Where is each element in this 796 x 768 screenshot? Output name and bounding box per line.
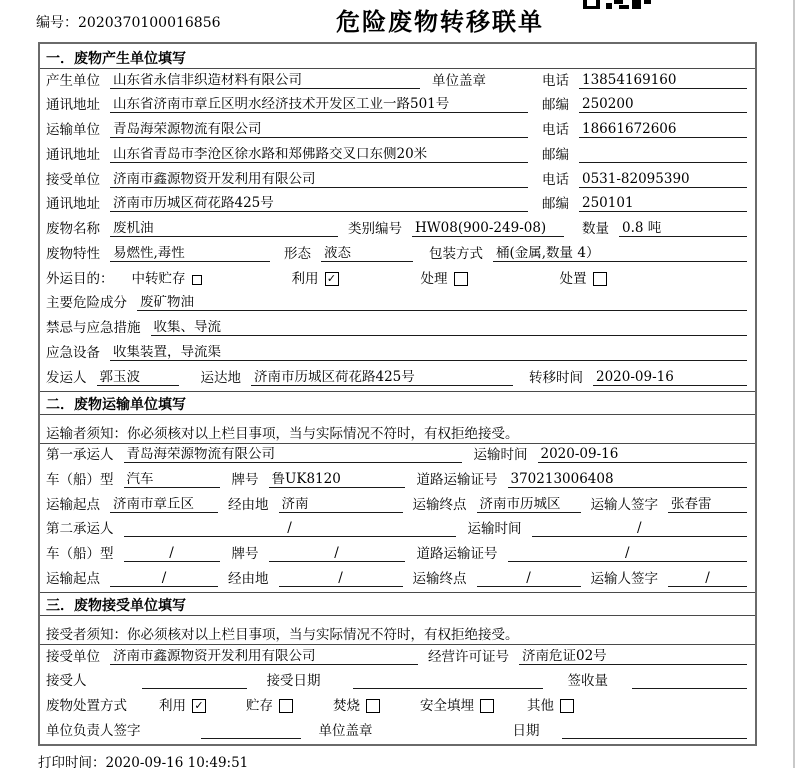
transport-time-value: 2020-09-16 [538, 447, 748, 463]
option-transit-storage-label: 中转贮存 [131, 270, 186, 287]
first-carrier-row [40, 444, 755, 469]
plate-number-value: 鲁UK8120 [269, 472, 405, 488]
plate-number-label: 牌号 [231, 546, 259, 563]
transporter-phone-value: 18661672606 [579, 122, 747, 138]
carrier-signature-value: 张春雷 [668, 497, 747, 513]
via-label: 经由地 [228, 570, 269, 587]
first-carrier-label: 第一承运人 [46, 447, 114, 464]
destination-value: 济南市历城区荷花路425号 [251, 370, 513, 386]
transport-time-label: 运输时间 [467, 521, 522, 538]
treat-checkbox [454, 272, 468, 286]
accepting-unit-row [40, 645, 755, 670]
date-label: 日期 [512, 722, 540, 739]
address-label: 通讯地址 [46, 146, 100, 163]
waste-property-label: 废物特性 [46, 245, 100, 262]
route-row-1 [40, 493, 755, 518]
receiver-address-value: 济南市历城区荷花路425号 [110, 196, 528, 212]
origin-value-2: / [110, 571, 218, 587]
section2-header: 二．废物运输单位填写 [40, 391, 755, 415]
disposal-method-row [40, 694, 755, 719]
via-label: 经由地 [228, 496, 269, 513]
received-quantity-label: 签收量 [567, 673, 608, 690]
transfer-time-value: 2020-09-16 [593, 370, 747, 386]
waste-property-row [40, 242, 755, 267]
emergency-measures-label: 禁忌与应急措施 [46, 320, 141, 337]
packaging-label: 包装方式 [429, 245, 483, 262]
endpoint-value: 济南市历城区 [477, 497, 581, 513]
dispose-checkbox [593, 272, 607, 286]
origin-label: 运输起点 [46, 570, 100, 587]
first-carrier-value: 青岛海荣源物流有限公司 [124, 447, 462, 463]
landfill-checkbox [480, 699, 494, 713]
option-dispose-label: 处置 [559, 270, 587, 287]
option-utilize-label: 利用 [159, 698, 186, 715]
origin-label: 运输起点 [46, 496, 100, 513]
transfer-time-label: 转移时间 [529, 369, 583, 386]
emergency-measures-row [40, 316, 755, 341]
postcode-label: 邮编 [542, 97, 569, 114]
license-number-value: 济南危证02号 [519, 649, 747, 665]
receiver-postcode-value: 250101 [579, 196, 747, 212]
acceptor-row [40, 670, 755, 695]
shipper-row [40, 366, 755, 391]
received-quantity-value [632, 688, 747, 689]
accepting-unit-label: 接受单位 [46, 648, 100, 665]
unit-seal-label: 单位盖章 [318, 722, 373, 739]
hazard-component-label: 主要危险成分 [46, 295, 127, 312]
print-time-value: 2020-09-16 10:49:51 [105, 755, 249, 768]
section3-header: 三．废物接受单位填写 [40, 592, 755, 616]
page-edge-line [793, 0, 795, 768]
transport-time-value-2: / [532, 521, 748, 537]
transporter-postcode-value [579, 162, 747, 163]
generator-unit-label: 产生单位 [46, 72, 100, 89]
generator-address-row [40, 94, 755, 119]
option-incinerate-label: 焚烧 [333, 698, 360, 715]
receiver-address-row [40, 193, 755, 218]
generator-unit-row [40, 69, 755, 94]
transporter-address-row [40, 143, 755, 168]
carrier-signature-label: 运输人签字 [590, 570, 658, 587]
carrier-signature-value-2: / [668, 571, 747, 587]
option-landfill-label: 安全填埋 [420, 698, 474, 715]
emergency-equipment-value: 收集装置，导流渠 [110, 345, 747, 361]
unit-seal-label: 单位盖章 [432, 72, 486, 89]
route-row-2 [40, 567, 755, 592]
phone-label: 电话 [542, 171, 569, 188]
responsible-signature-label: 单位负责人签字 [46, 722, 141, 739]
address-label: 通讯地址 [46, 97, 100, 114]
road-permit-label: 道路运输证号 [416, 546, 498, 563]
carrier-signature-label: 运输人签字 [590, 496, 658, 513]
vehicle-type-value: 汽车 [124, 472, 220, 488]
form-state-label: 形态 [284, 245, 311, 262]
vehicle-type-row-1 [40, 468, 755, 493]
transporter-unit-value: 青岛海荣源物流有限公司 [110, 122, 528, 138]
receiver-unit-row [40, 168, 755, 193]
license-number-label: 经营许可证号 [428, 648, 509, 665]
store-checkbox [279, 699, 293, 713]
waste-name-label: 废物名称 [46, 221, 100, 238]
receiver-phone-value: 0531-82095390 [579, 172, 747, 188]
disposal-method-label: 废物处置方式 [46, 698, 127, 715]
generator-unit-value: 山东省永信非织造材料有限公司 [110, 73, 420, 89]
transporter-unit-label: 运输单位 [46, 122, 100, 139]
road-permit-label: 道路运输证号 [416, 472, 498, 489]
manifest-form [38, 42, 757, 746]
section1-header: 一．废物产生单位填写 [40, 44, 755, 69]
option-utilize-label: 利用 [291, 270, 319, 287]
transit-storage-checkbox [192, 275, 202, 285]
acceptor-value [142, 688, 247, 689]
receiver-unit-value: 济南市鑫源物资开发利用有限公司 [110, 172, 528, 188]
category-code-label: 类别编号 [348, 221, 402, 238]
shipper-label: 发运人 [46, 369, 87, 386]
option-store-label: 贮存 [246, 698, 273, 715]
transporter-notice: 运输者须知：你必须核对以上栏目事项，当与实际情况不符时，有权拒绝接受。 [40, 415, 755, 444]
acceptor-label: 接受人 [46, 673, 87, 690]
second-carrier-label: 第二承运人 [46, 521, 114, 538]
vehicle-type-label: 车（船）型 [46, 472, 114, 489]
road-permit-value-2: / [508, 546, 748, 562]
transport-time-label: 运输时间 [473, 447, 528, 464]
transfer-purpose-label: 外运目的： [46, 270, 114, 287]
road-permit-value: 370213006408 [508, 472, 748, 488]
form-state-value: 液态 [321, 246, 413, 262]
emergency-equipment-row [40, 341, 755, 366]
shipper-value: 郭玉波 [97, 370, 179, 386]
utilize-checkbox: ✓ [325, 272, 339, 286]
transfer-purpose-row [40, 267, 755, 292]
vehicle-type-value-2: / [124, 546, 220, 562]
receiver-unit-label: 接受单位 [46, 171, 100, 188]
option-treat-label: 处理 [420, 270, 448, 287]
responsible-signature-row [40, 719, 755, 744]
quantity-label: 数量 [582, 221, 609, 238]
plate-number-value-2: / [269, 546, 405, 562]
endpoint-label: 运输终点 [412, 496, 467, 513]
address-label: 通讯地址 [46, 196, 100, 213]
page-title: 危险废物转移联单 [336, 7, 544, 36]
vehicle-type-label: 车（船）型 [46, 546, 114, 563]
via-value-2: / [279, 571, 403, 587]
plate-number-label: 牌号 [231, 472, 259, 489]
emergency-equipment-label: 应急设备 [46, 344, 100, 361]
transporter-address-value: 山东省青岛市李沧区徐水路和郑佛路交叉口东侧20米 [110, 147, 528, 163]
generator-phone-value: 13854169160 [579, 73, 747, 89]
accept-date-label: 接受日期 [266, 673, 321, 690]
utilize-checkbox-2: ✓ [192, 699, 206, 713]
serial-label: 编号： [36, 15, 78, 31]
hazard-component-value: 废矿物油 [137, 295, 747, 311]
generator-address-value: 山东省济南市章丘区明水经济技术开发区工业一路501号 [110, 97, 528, 113]
quantity-value: 0.8 吨 [619, 221, 747, 237]
second-carrier-value: / [124, 521, 456, 537]
serial-value: 2020370100016856 [78, 15, 221, 31]
vehicle-type-row-2 [40, 542, 755, 567]
receiver-notice: 接受者须知：你必须核对以上栏目事项，当与实际情况不符时，有权拒绝接受。 [40, 616, 755, 645]
postcode-label: 邮编 [542, 196, 569, 213]
hazard-component-row [40, 292, 755, 317]
category-code-value: HW08(900-249-08) [412, 221, 564, 237]
accept-date-value [353, 688, 543, 689]
endpoint-label: 运输终点 [412, 570, 467, 587]
second-carrier-row [40, 518, 755, 543]
origin-value: 济南市章丘区 [110, 497, 218, 513]
waste-name-value: 废机油 [110, 221, 338, 237]
phone-label: 电话 [542, 122, 569, 139]
responsible-signature-value [201, 738, 301, 739]
incinerate-checkbox [366, 699, 380, 713]
print-time [38, 751, 248, 768]
accepting-unit-value: 济南市鑫源物资开发利用有限公司 [110, 649, 418, 665]
postcode-label: 邮编 [542, 146, 569, 163]
phone-label: 电话 [542, 72, 569, 89]
endpoint-value-2: / [477, 571, 581, 587]
other-checkbox [560, 699, 574, 713]
destination-label: 运达地 [200, 369, 241, 386]
option-other-label: 其他 [527, 698, 554, 715]
generator-postcode-value: 250200 [579, 97, 747, 113]
packaging-value: 桶(金属,数量 4） [493, 246, 747, 262]
transporter-unit-row [40, 118, 755, 143]
date-value [562, 738, 748, 739]
via-value: 济南 [279, 497, 403, 513]
waste-property-value: 易燃性,毒性 [110, 246, 270, 262]
qr-code-fragment [583, 0, 651, 9]
waste-name-row [40, 217, 755, 242]
print-time-label: 打印时间： [38, 755, 106, 768]
emergency-measures-value: 收集、导流 [151, 320, 748, 336]
